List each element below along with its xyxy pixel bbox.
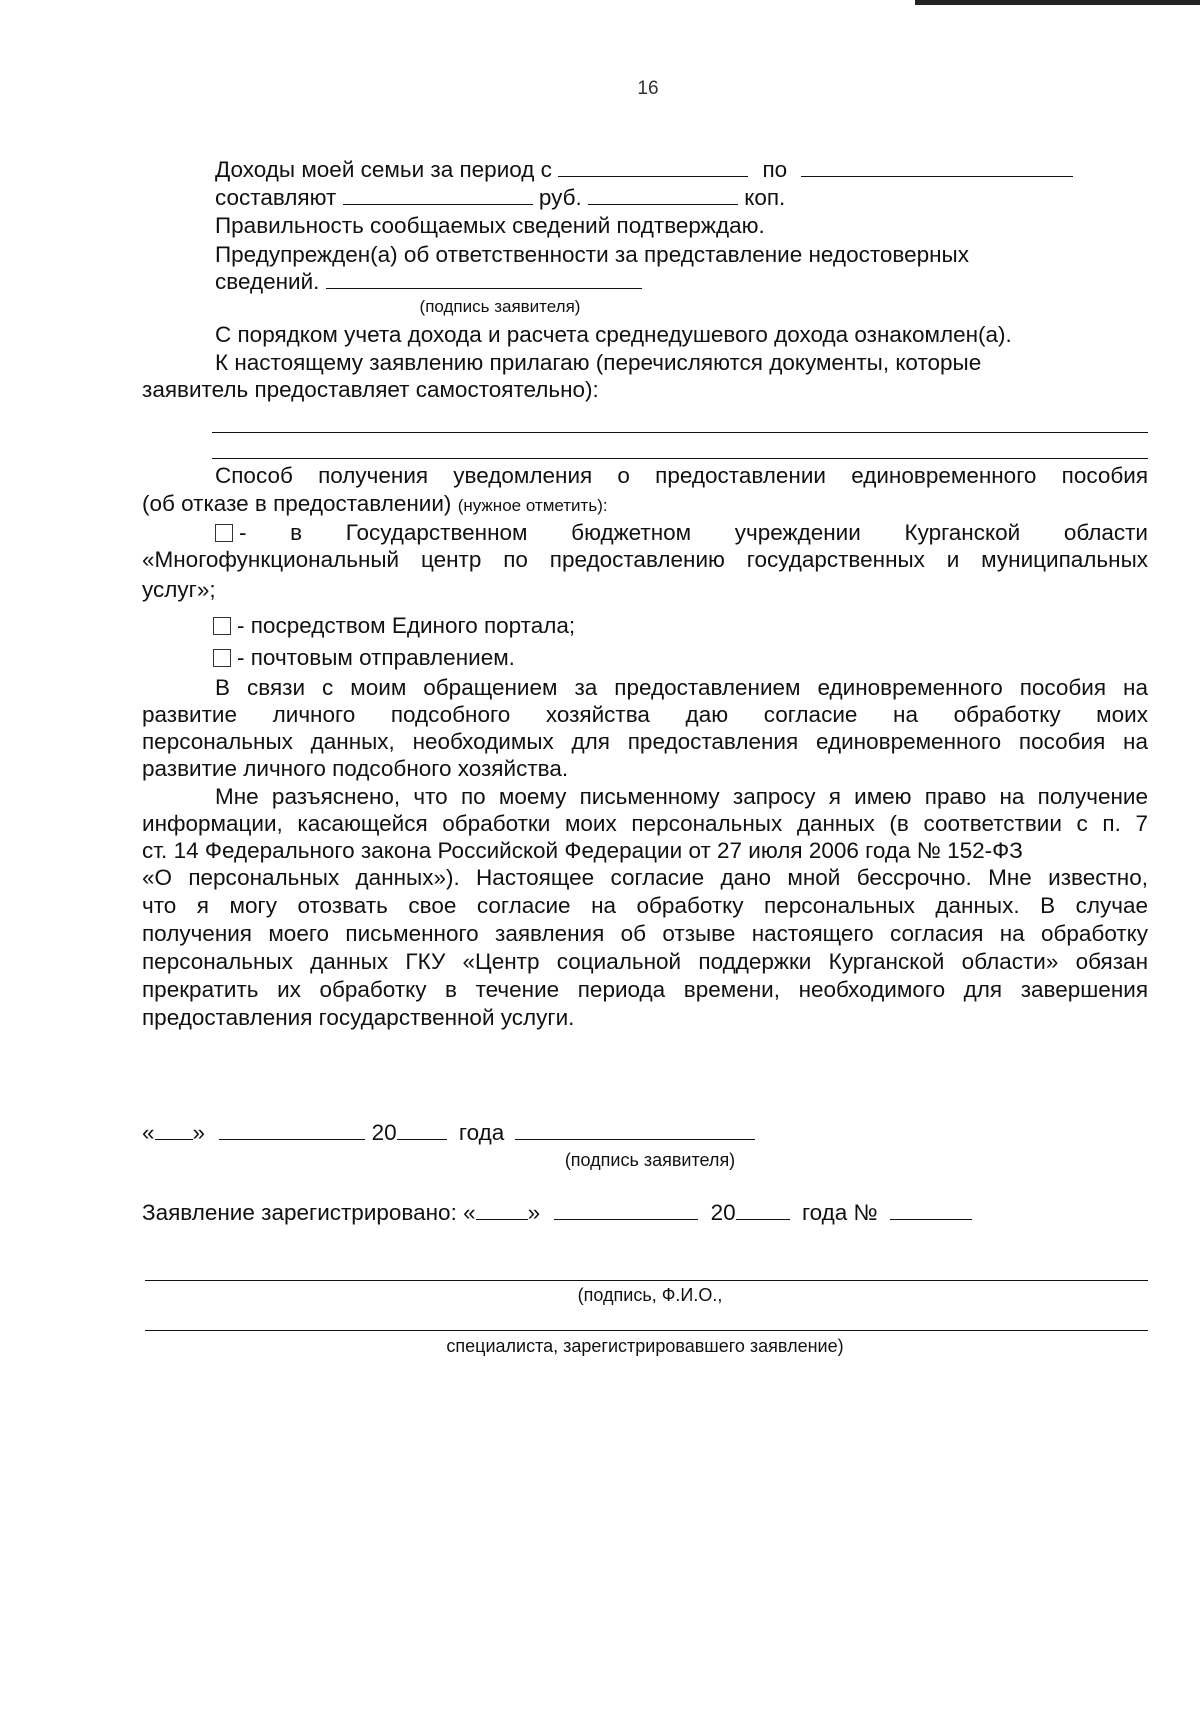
explained-line-2: информации, касающейся обработки моих персональных данных (в соответствии с п. 7 bbox=[142, 811, 1148, 836]
warned-line-2 bbox=[215, 269, 642, 295]
warned-line-1: Предупрежден(а) об ответственности за представление недостоверных bbox=[215, 242, 969, 267]
registered-label: Заявление зарегистрировано: « bbox=[142, 1200, 476, 1225]
page-number: 16 bbox=[637, 78, 659, 99]
income-kop-field[interactable] bbox=[588, 186, 738, 205]
mail-checkbox[interactable] bbox=[213, 649, 231, 667]
explained-line-8: прекратить их обработку в течение периода времени, необходимого для завершения bbox=[142, 977, 1148, 1002]
notice-line-2 bbox=[142, 491, 608, 517]
attach-line-1: К настоящему заявлению прилагаю (перечисляются документы, которые bbox=[215, 350, 982, 375]
reg-year-field[interactable] bbox=[736, 1201, 790, 1220]
day-field[interactable] bbox=[155, 1121, 193, 1140]
day-open-quote: « bbox=[142, 1120, 155, 1145]
explained-line-7: персональных данных ГКУ «Центр социальной поддержки Курганской области» обязан bbox=[142, 949, 1148, 974]
option-mfc bbox=[215, 520, 1148, 546]
date-signature-row bbox=[142, 1120, 755, 1146]
applicant-signature-field-2[interactable] bbox=[515, 1121, 755, 1140]
income-period-label: Доходы моей семьи за период с bbox=[215, 157, 552, 182]
registrar-signature-line-2[interactable] bbox=[145, 1330, 1148, 1331]
explained-line-9: предоставления государственной услуги. bbox=[142, 1005, 575, 1030]
signature-caption-2: (подпись заявителя) bbox=[564, 1150, 736, 1170]
year-word: года bbox=[458, 1120, 505, 1145]
attachments-line-1[interactable] bbox=[212, 432, 1148, 433]
warned-text: сведений. bbox=[215, 269, 320, 294]
explained-line-3: ст. 14 Федерального закона Российской Федерации от 27 июля 2006 года № 152-ФЗ bbox=[142, 838, 1023, 863]
kop-label: коп. bbox=[744, 185, 786, 210]
mfc-checkbox[interactable] bbox=[215, 524, 233, 542]
portal-label: - посредством Единого портала; bbox=[237, 613, 576, 638]
mfc-line-3: услуг»; bbox=[142, 577, 216, 602]
year-prefix: 20 bbox=[371, 1120, 397, 1145]
period-to-field[interactable] bbox=[801, 158, 1073, 177]
registrar-caption-1: (подпись, Ф.И.О., bbox=[577, 1285, 723, 1305]
familiar-text: С порядком учета дохода и расчета среднедушевого дохода ознакомлен(а). bbox=[215, 322, 1012, 347]
explained-line-1: Мне разъяснено, что по моему письменному запросу я имею право на получение bbox=[215, 784, 1148, 809]
explained-line-6: получения моего письменного заявления об отзыве настоящего согласия на обработку bbox=[142, 921, 1148, 946]
period-to-label: по bbox=[762, 157, 788, 182]
income-rub-field[interactable] bbox=[343, 186, 533, 205]
notice-refusal-text: (об отказе в предоставлении) bbox=[142, 491, 452, 516]
income-amount-label: составляют bbox=[215, 185, 337, 210]
mfc-line-1: - в Государственном бюджетном учреждении Курганской области bbox=[239, 520, 1148, 545]
mail-label: - почтовым отправлением. bbox=[237, 645, 515, 670]
signature-caption-1: (подпись заявителя) bbox=[419, 297, 581, 316]
attachments-line-2[interactable] bbox=[212, 458, 1148, 459]
income-line-1 bbox=[215, 157, 1073, 183]
confirm-text: Правильность сообщаемых сведений подтверждаю. bbox=[215, 213, 765, 238]
consent-line-2: развитие личного подсобного хозяйства даю согласие на обработку моих bbox=[142, 702, 1148, 727]
portal-checkbox[interactable] bbox=[213, 617, 231, 635]
option-mail bbox=[213, 645, 515, 671]
reg-month-field[interactable] bbox=[554, 1201, 698, 1220]
reg-number-field[interactable] bbox=[890, 1201, 972, 1220]
mfc-line-2: «Многофункциональный центр по предоставлению государственных и муниципальных bbox=[142, 547, 1148, 572]
option-portal bbox=[213, 613, 575, 639]
registrar-signature-line-1[interactable] bbox=[145, 1280, 1148, 1281]
month-field[interactable] bbox=[219, 1121, 365, 1140]
notice-line-1: Способ получения уведомления о предоставлении единовременного пособия bbox=[215, 463, 1148, 488]
attach-line-2: заявитель предоставляет самостоятельно): bbox=[142, 377, 599, 402]
explained-line-5: что я могу отозвать свое согласие на обработку персональных данных. В случае bbox=[142, 893, 1148, 918]
day-close-quote: » bbox=[192, 1120, 206, 1145]
year-field[interactable] bbox=[397, 1121, 447, 1140]
page-top-rule bbox=[915, 0, 1200, 5]
income-line-2 bbox=[215, 185, 785, 211]
explained-line-4: «О персональных данных»). Настоящее согласие дано мной бессрочно. Мне известно, bbox=[142, 865, 1148, 890]
reg-year-prefix: 20 bbox=[710, 1200, 736, 1225]
consent-line-1: В связи с моим обращением за предоставлением единовременного пособия на bbox=[215, 675, 1148, 700]
applicant-signature-field-1[interactable] bbox=[326, 270, 642, 289]
rub-label: руб. bbox=[538, 185, 582, 210]
period-from-field[interactable] bbox=[558, 158, 748, 177]
reg-day-field[interactable] bbox=[476, 1201, 528, 1220]
registrar-caption-2: специалиста, зарегистрировавшего заявление) bbox=[446, 1336, 844, 1356]
notice-hint: (нужное отметить): bbox=[457, 496, 608, 515]
reg-day-close-quote: » bbox=[527, 1200, 541, 1225]
reg-year-word: года № bbox=[801, 1200, 878, 1225]
consent-line-4: развитие личного подсобного хозяйства. bbox=[142, 756, 569, 781]
consent-line-3: персональных данных, необходимых для предоставления единовременного пособия на bbox=[142, 729, 1148, 754]
registered-row bbox=[142, 1200, 972, 1226]
